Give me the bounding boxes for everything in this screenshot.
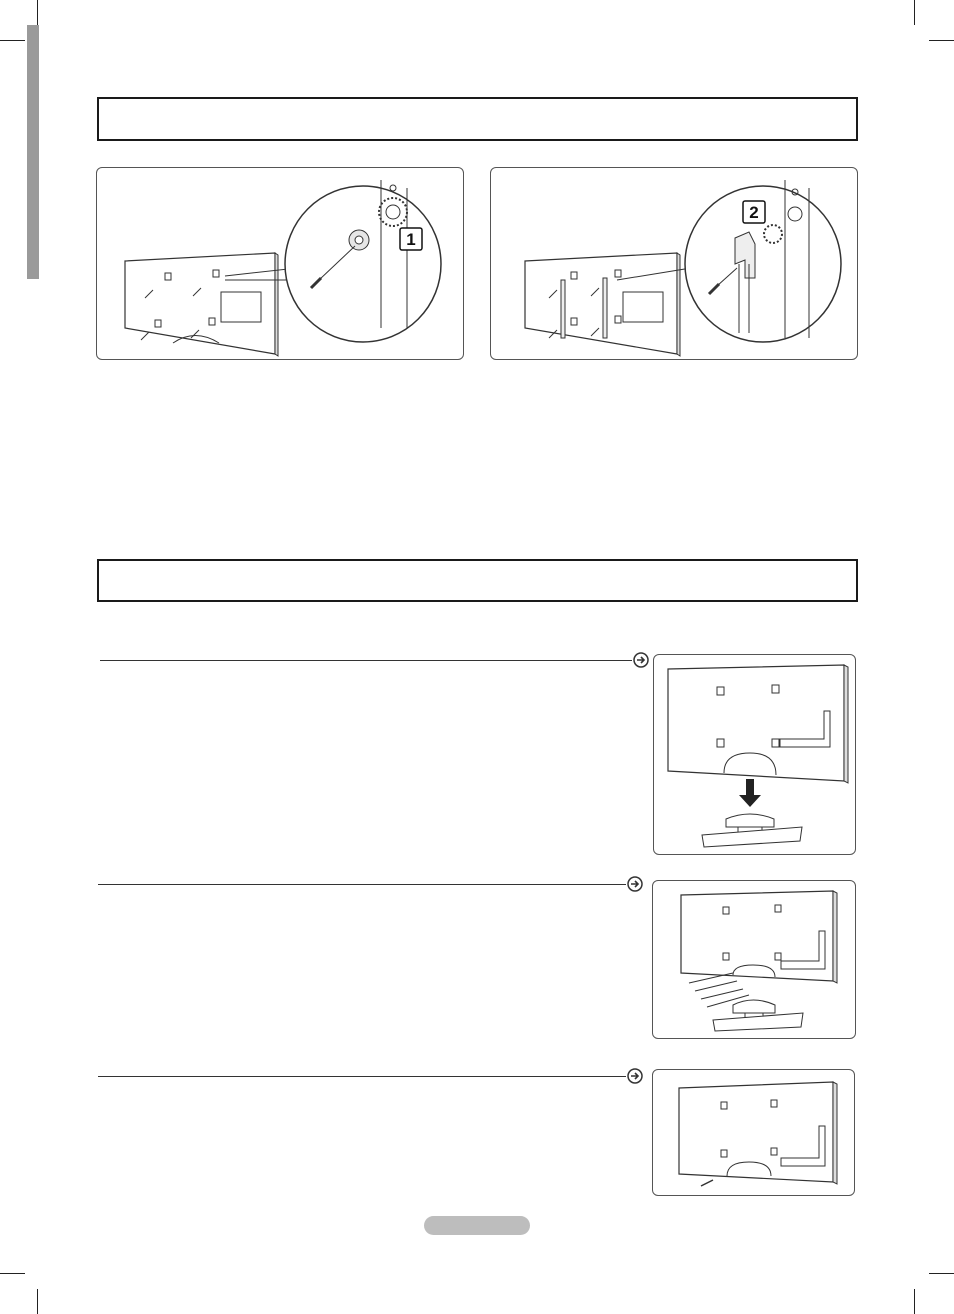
callout-number: 2 xyxy=(749,203,759,222)
arrow-right-icon xyxy=(633,652,649,668)
figure-step-2 xyxy=(652,880,856,1039)
step-3-rule xyxy=(98,1076,626,1077)
tv-back-illustration-right xyxy=(491,168,858,360)
page-number-badge xyxy=(424,1216,530,1235)
tv-stand-attach-illustration xyxy=(654,655,856,855)
step-1-rule xyxy=(100,660,632,661)
figure-stand-guide-right xyxy=(490,167,858,360)
callout-number: 1 xyxy=(406,230,416,249)
tv-stand-screws-illustration xyxy=(653,881,856,1039)
side-tab-marker xyxy=(27,25,39,279)
figure-stand-guide-left xyxy=(96,167,464,360)
arrow-right-icon xyxy=(627,876,643,892)
tv-stand-final-screw-illustration xyxy=(653,1070,855,1196)
step-2-rule xyxy=(98,884,626,885)
figure-step-3 xyxy=(652,1069,855,1196)
figure-step-1 xyxy=(653,654,856,855)
section-box-stand-assembly xyxy=(97,559,858,602)
tv-back-illustration-left xyxy=(97,168,464,360)
arrow-right-icon xyxy=(627,1068,643,1084)
section-header-box xyxy=(97,97,858,141)
